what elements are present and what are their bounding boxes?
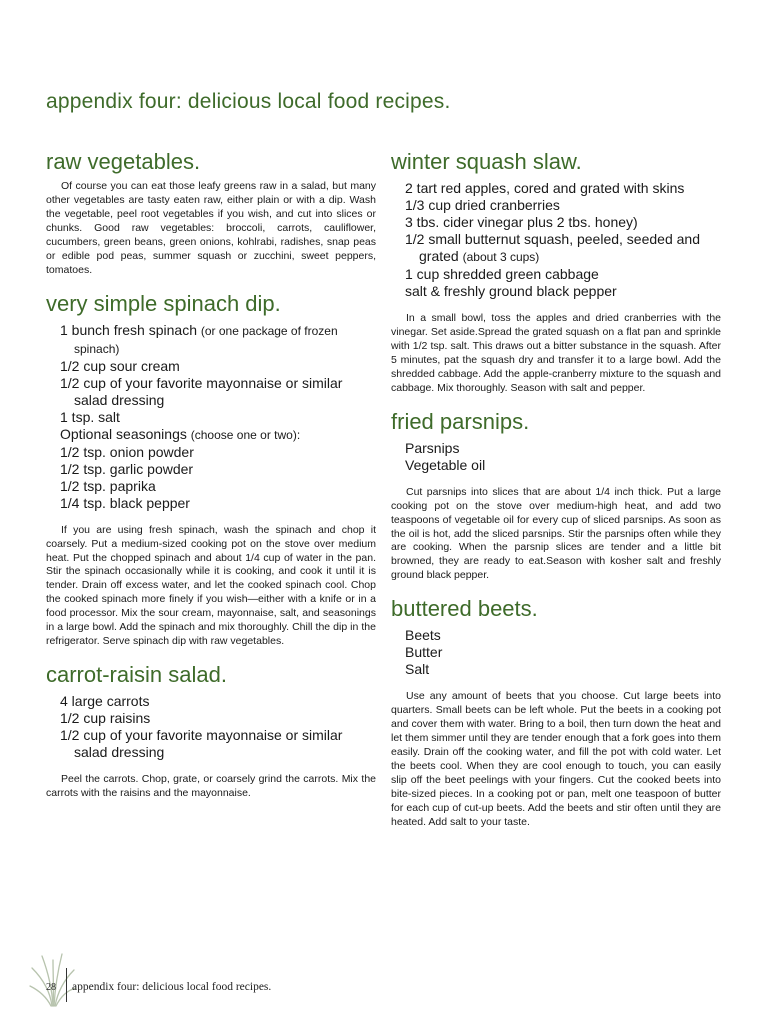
recipe-raw-vegetables [46,150,376,278]
recipe-directions: In a small bowl, toss the apples and dried cranberries with the vinegar. Set aside.Spread the grated squash on a flat pan and sprinkle with 1/2 tsp. salt. This draws out a bitter substance in the squash. After 5 minutes, pat the squash dry and transfer it to a large bowl. Add the shredded cabbage. Add the apple-cranberry mixture to the squash and cabbage. Mix thoroughly. Season with salt and pepper. [391,312,721,394]
ingredient-text: Optional seasonings [60,425,191,442]
recipe-title: raw vegetables. [46,149,201,174]
ingredient [46,322,376,358]
recipe-fried-parsnips [391,410,721,584]
recipe-title: winter squash slaw. [391,149,582,174]
ingredient: 1/4 tsp. black pepper [60,494,190,511]
recipe-title: very simple spinach dip. [46,290,281,316]
ingredient: 1 tsp. salt [60,408,120,425]
recipe-directions: Use any amount of beets that you choose. Cut large beets into quarters. Small beets can be left whole. Put the beets in a cooking pot and cover them with water. Bring to a boil, then turn down the heat and let them simmer until they are tender enough that a fork goes into them easily. Drain off the cooking water, and fill the pot with cold water. Let the beets cool. When they are cool enough to touch, you can easily slip off the beet peelings with your fingers. Cut the cooked beets into bite-sized pieces. In a cooking pot or pan, melt one teaspoon of butter for each cup of cut-up beets. Add the beets and stir often until they are heated. Add salt to your taste. [391,690,721,828]
ingredient: salt & freshly ground black pepper [405,283,617,300]
ingredient: Parsnips [405,439,460,456]
ingredient: 1/2 cup of your favorite mayonnaise or similar salad dressing [60,374,343,408]
page-title: appendix four: delicious local food recipes. [46,90,451,113]
grass-leaf-icon [28,950,78,1008]
ingredient-text: 1 bunch fresh spinach [60,321,201,338]
ingredient: 2 tart red apples, cored and grated with skins [405,180,685,197]
ingredient: Butter [405,644,443,661]
ingredient: Vegetable oil [405,456,486,473]
ingredient: 1/3 cup dried cranberries [405,197,560,214]
footer-title: appendix four: delicious local food recipes. [72,981,272,993]
ingredient: 3 tbs. cider vinegar plus 2 tbs. honey) [405,214,638,231]
ingredient-note: (about 3 cups) [462,250,540,265]
recipe-spinach-dip [46,292,376,649]
ingredient [46,426,376,444]
recipe-directions: If you are using fresh spinach, wash the spinach and chop it coarsely. Put a medium-sized cooking pot on the stove over medium heat. Put the chopped spinach and about 1/4 cup of water in the pan. Stir the spinach occasionally while it is cooking, and cook it until it is tender. Drain off excess water, and let the cooked spinach cool. Chop the cooked spinach more finely if you wish—either with a knife or in a food processor. Mix the sour cream, mayonnaise, salt, and seasonings in a large bowl. Add the spinach and mix thoroughly. Chill the dip in the refrigerator. Serve spinach dip with raw vegetables. [46,523,376,647]
recipe-title: buttered beets. [391,596,538,622]
ingredient-list [391,627,721,678]
ingredient: Salt [405,661,430,678]
ingredient: 1/2 cup of your favorite mayonnaise or similar salad dressing [60,727,343,761]
ingredient-note: (or one package of frozen spinach) [74,323,338,356]
ingredient: 1 cup shredded green cabbage [405,266,599,283]
ingredient [391,231,721,266]
recipe-title: fried parsnips. [391,408,530,434]
ingredient-text: 1/2 small butternut squash, peeled, seeded and grated [405,231,700,265]
ingredient: Beets [405,627,441,644]
left-column [46,150,376,815]
recipe-directions: Of course you can eat those leafy greens raw in a salad, but many other vegetables are tasty eaten raw, either plain or with a dip. Wash the vegetable, peel root vegetables if you wish, and cut into slices or chunks. Good raw vegetables: broccoli, carrots, cauliflower, cucumbers, green beans, green onions, kohlrabi, radishes, snap peas or edible pod peas, summer squash or zucchini, sweet peppers, tomatoes. [46,180,376,276]
recipe-buttered-beets [391,597,721,829]
ingredient-list [46,322,376,512]
recipe-directions: Cut parsnips into slices that are about 1/4 inch thick. Put a large cooking pot on the stove over medium-high heat, and add two teaspoons of vegetable oil for every cup of sliced parsnips. As soon as the oil is hot, add the sliced parsnips. Stir the parsnips often while they are cooking. When the parsnip slices are tender and a little bit browned, they are ready to eat.Season with kosher salt and freshly ground black pepper. [391,485,721,582]
recipe-winter-squash-slaw [391,150,721,396]
page-footer [28,950,428,1010]
recipe-title: carrot-raisin salad. [46,661,227,687]
ingredient-list [391,440,721,474]
ingredient: 1/2 tsp. onion powder [60,443,194,460]
recipe-carrot-raisin-salad [46,663,376,801]
ingredient: 1/2 tsp. paprika [60,477,156,494]
page-number: 28 [46,982,56,993]
recipe-directions: Peel the carrots. Chop, grate, or coarsely grind the carrots. Mix the carrots with the raisins and the mayonnaise. [46,773,376,799]
ingredient-list [391,180,721,300]
ingredient: 1/2 cup sour cream [60,357,180,374]
ingredient-list [46,693,376,761]
ingredient: 4 large carrots [60,693,150,710]
right-column [391,150,721,843]
footer-divider [66,968,67,1002]
ingredient: 1/2 tsp. garlic powder [60,460,194,477]
ingredient: 1/2 cup raisins [60,710,151,727]
ingredient-note: (choose one or two): [190,427,301,442]
